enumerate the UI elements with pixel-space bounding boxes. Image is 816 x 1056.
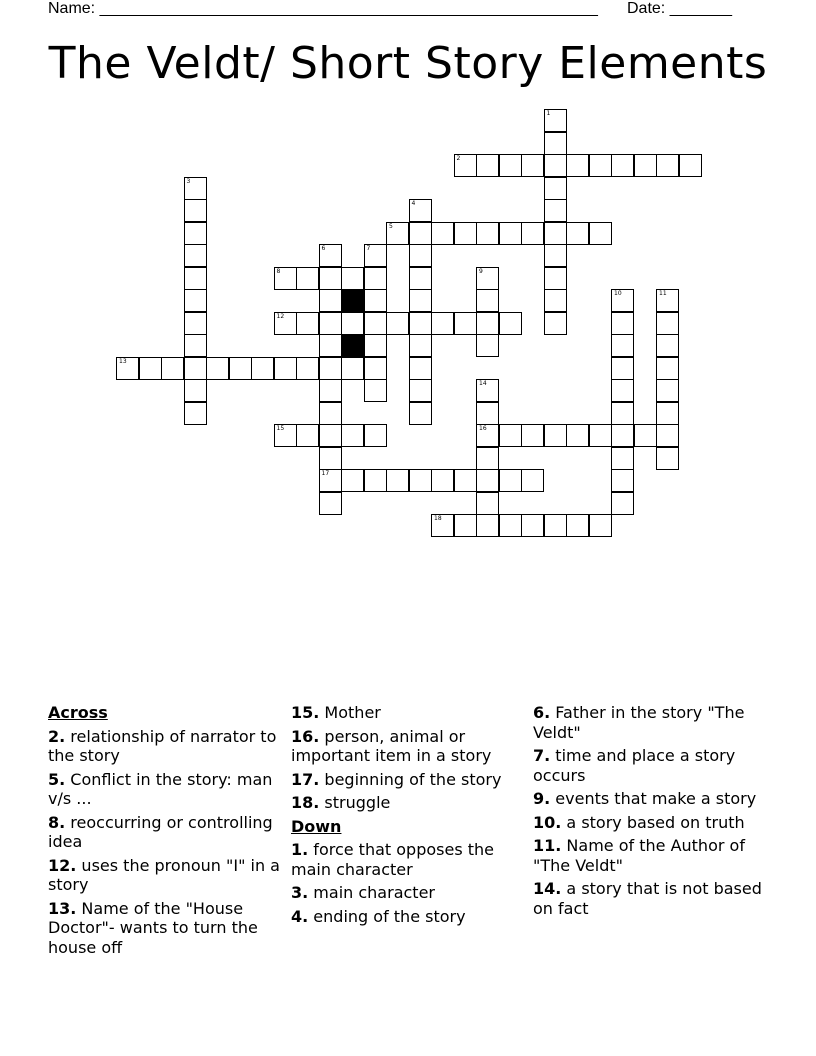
grid-cell[interactable] — [634, 424, 657, 447]
clue-number-label: 18. — [291, 793, 320, 812]
across-clue — [48, 856, 288, 895]
grid-cell[interactable] — [184, 289, 207, 312]
grid-cell[interactable] — [409, 267, 432, 290]
clue-number-label: 4. — [291, 906, 309, 926]
down-clue — [533, 789, 773, 809]
grid-cell[interactable] — [409, 312, 432, 335]
clues-column-3 — [533, 703, 773, 922]
grid-cell[interactable] — [499, 312, 522, 335]
clue-text: a story based on truth — [561, 812, 745, 832]
grid-cell[interactable] — [364, 289, 387, 312]
grid-cell[interactable] — [184, 199, 207, 222]
grid-cell[interactable] — [116, 357, 139, 380]
grid-cell[interactable] — [656, 312, 679, 335]
grid-cell[interactable] — [409, 222, 432, 245]
grid-cell[interactable] — [319, 402, 342, 425]
grid-cell[interactable] — [476, 492, 499, 515]
grid-cell[interactable] — [386, 222, 409, 245]
grid-cell[interactable] — [341, 469, 364, 492]
grid-cell[interactable] — [656, 447, 679, 470]
grid-cell[interactable] — [544, 244, 567, 267]
grid-cell[interactable] — [319, 289, 342, 312]
grid-cell[interactable] — [454, 154, 477, 177]
grid-cell[interactable] — [611, 289, 634, 312]
clue-number-label: 2. — [48, 726, 66, 746]
clue-number-label: 17. — [291, 769, 320, 789]
grid-cell[interactable] — [139, 357, 162, 380]
grid-cell[interactable] — [566, 514, 589, 537]
grid-cell[interactable] — [611, 357, 634, 380]
across-clue — [48, 770, 288, 809]
clue-number: 2 — [456, 155, 461, 162]
clue-number: 18 — [434, 515, 442, 522]
grid-cell[interactable] — [364, 267, 387, 290]
clue-number: 9 — [479, 267, 483, 275]
grid-cell[interactable] — [589, 514, 612, 537]
grid-cell[interactable] — [319, 447, 342, 470]
grid-cell[interactable] — [611, 469, 634, 492]
grid-cell[interactable] — [184, 334, 207, 357]
grid-cell[interactable] — [319, 334, 342, 357]
across-clue — [291, 793, 531, 813]
grid-cell[interactable] — [364, 334, 387, 357]
clue-text: beginning of the story — [319, 769, 502, 789]
down-clue — [533, 746, 773, 785]
clue-number-label: 15. — [291, 703, 320, 722]
grid-cell[interactable] — [454, 312, 477, 335]
grid-cell[interactable] — [409, 199, 432, 222]
grid-cell[interactable] — [476, 334, 499, 357]
grid-cell[interactable] — [274, 267, 297, 290]
clue-text: uses the pronoun "I" in a story — [48, 855, 280, 894]
across-clue — [48, 899, 288, 958]
across-clue — [291, 727, 531, 766]
grid-cell[interactable] — [476, 469, 499, 492]
clue-number-label: 8. — [48, 812, 66, 832]
grid-cell[interactable] — [544, 154, 567, 177]
grid-cell[interactable] — [544, 199, 567, 222]
grid-cell[interactable] — [296, 267, 319, 290]
grid-cell[interactable] — [656, 379, 679, 402]
grid-cell[interactable] — [364, 312, 387, 335]
grid-cell[interactable] — [409, 379, 432, 402]
grid-cell[interactable] — [274, 357, 297, 380]
clue-text: Mother — [319, 703, 381, 722]
clue-number: 10 — [614, 290, 622, 297]
grid-cell[interactable] — [611, 312, 634, 335]
date-field-label: Date: _______ — [627, 0, 732, 17]
grid-cell[interactable] — [409, 244, 432, 267]
grid-cell[interactable] — [544, 109, 567, 132]
grid-cell[interactable] — [409, 402, 432, 425]
grid-cell[interactable] — [611, 379, 634, 402]
down-clue — [291, 840, 531, 879]
grid-cell[interactable] — [341, 357, 364, 380]
grid-cell[interactable] — [566, 424, 589, 447]
clue-number-label: 1. — [291, 840, 309, 859]
grid-cell[interactable] — [476, 312, 499, 335]
grid-cell[interactable] — [386, 469, 409, 492]
grid-cell[interactable] — [611, 424, 634, 447]
grid-cell[interactable] — [431, 312, 454, 335]
down-clue — [533, 703, 773, 742]
grid-cell[interactable] — [589, 154, 612, 177]
grid-cell[interactable] — [161, 357, 184, 380]
grid-cell[interactable] — [319, 244, 342, 267]
grid-cell[interactable] — [566, 222, 589, 245]
clue-number: 13 — [119, 357, 127, 365]
grid-cell[interactable] — [364, 424, 387, 447]
grid-cell[interactable] — [656, 402, 679, 425]
grid-cell[interactable] — [656, 289, 679, 312]
clue-number-label: 13. — [48, 898, 77, 918]
grid-cell[interactable] — [431, 469, 454, 492]
clue-number-label: 3. — [291, 883, 309, 902]
grid-cell[interactable] — [229, 357, 252, 380]
clues-column-1 — [48, 703, 288, 961]
grid-cell[interactable] — [476, 154, 499, 177]
clue-text: main character — [308, 883, 435, 902]
grid-cell[interactable] — [656, 334, 679, 357]
grid-cell[interactable] — [184, 244, 207, 267]
grid-cell[interactable] — [499, 154, 522, 177]
clue-number: 1 — [546, 110, 551, 117]
grid-cell[interactable] — [319, 379, 342, 402]
grid-cell[interactable] — [319, 357, 342, 380]
grid-cell[interactable] — [566, 154, 589, 177]
grid-cell[interactable] — [611, 334, 634, 357]
across-clue-list — [48, 727, 288, 958]
clue-text: reoccurring or controlling idea — [48, 812, 273, 851]
down-clue — [533, 879, 773, 918]
grid-cell[interactable] — [476, 267, 499, 290]
grid-cell[interactable] — [611, 492, 634, 515]
grid-cell[interactable] — [611, 402, 634, 425]
grid-cell[interactable] — [544, 514, 567, 537]
grid-cell[interactable] — [364, 469, 387, 492]
grid-cell[interactable] — [656, 154, 679, 177]
grid-cell[interactable] — [521, 514, 544, 537]
across-clue — [48, 813, 288, 852]
grid-cell[interactable] — [634, 154, 657, 177]
clue-number: 7 — [366, 245, 371, 252]
clue-text: Father in the story "The Veldt" — [533, 703, 745, 742]
grid-cell[interactable] — [499, 222, 522, 245]
down-clue-list-continued — [533, 703, 773, 918]
grid-cell[interactable] — [409, 289, 432, 312]
grid-cell[interactable] — [454, 222, 477, 245]
clues-column-2 — [291, 703, 531, 930]
grid-cell[interactable] — [544, 132, 567, 155]
clue-text: Name of the Author of "The Veldt" — [533, 836, 745, 875]
grid-cell[interactable] — [521, 154, 544, 177]
clue-number: 17 — [321, 470, 330, 477]
grid-cell[interactable] — [341, 424, 364, 447]
black-square — [341, 289, 364, 312]
grid-cell[interactable] — [319, 492, 342, 515]
grid-cell[interactable] — [184, 357, 207, 380]
grid-cell[interactable] — [589, 222, 612, 245]
clue-number: 12 — [276, 312, 285, 320]
grid-cell[interactable] — [476, 402, 499, 425]
across-heading: Across — [48, 703, 108, 722]
clue-number: 14 — [479, 380, 487, 387]
grid-cell[interactable] — [274, 424, 297, 447]
black-square — [341, 334, 364, 357]
clue-text: time and place a story occurs — [533, 746, 736, 785]
grid-cell[interactable] — [184, 402, 207, 425]
clue-number-label: 14. — [533, 879, 562, 898]
clue-number: 4 — [411, 200, 416, 207]
grid-cell[interactable] — [544, 177, 567, 200]
grid-cell[interactable] — [409, 334, 432, 357]
grid-cell[interactable] — [454, 469, 477, 492]
grid-cell[interactable] — [679, 154, 702, 177]
clue-number-label: 6. — [533, 703, 551, 722]
clue-number: 16 — [479, 425, 487, 432]
grid-cell[interactable] — [319, 469, 342, 492]
clue-text: a story that is not based on fact — [533, 879, 762, 918]
page-title: The Veldt/ Short Story Elements — [48, 38, 768, 89]
grid-cell[interactable] — [296, 312, 319, 335]
down-clue — [291, 883, 531, 903]
grid-cell[interactable] — [184, 379, 207, 402]
across-clue-list-continued — [291, 703, 531, 813]
grid-cell[interactable] — [251, 357, 274, 380]
grid-cell[interactable] — [184, 312, 207, 335]
grid-cell[interactable] — [319, 424, 342, 447]
grid-cell[interactable] — [409, 357, 432, 380]
clue-text: Name of the "House Doctor"- wants to turn the house off — [48, 898, 258, 957]
clue-number: 6 — [321, 245, 326, 252]
clue-number-label: 16. — [291, 726, 320, 746]
grid-cell[interactable] — [521, 469, 544, 492]
clue-number-label: 9. — [533, 789, 551, 808]
grid-cell[interactable] — [296, 357, 319, 380]
clue-number-label: 11. — [533, 836, 562, 855]
across-clue — [48, 727, 288, 766]
grid-cell[interactable] — [409, 469, 432, 492]
grid-cell[interactable] — [184, 177, 207, 200]
clue-number: 3 — [186, 177, 191, 185]
grid-cell[interactable] — [544, 424, 567, 447]
grid-cell[interactable] — [656, 357, 679, 380]
grid-cell[interactable] — [431, 222, 454, 245]
clue-text: person, animal or important item in a story — [291, 726, 492, 765]
grid-cell[interactable] — [296, 424, 319, 447]
clue-number-label: 7. — [533, 746, 551, 765]
grid-cell[interactable] — [319, 267, 342, 290]
clue-text: force that opposes the main character — [291, 840, 495, 879]
grid-cell[interactable] — [454, 514, 477, 537]
clue-number: 5 — [389, 222, 393, 230]
grid-cell[interactable] — [476, 447, 499, 470]
clue-number: 11 — [659, 290, 667, 297]
grid-cell[interactable] — [476, 289, 499, 312]
clue-text: ending of the story — [308, 906, 466, 926]
grid-cell[interactable] — [386, 312, 409, 335]
clue-number-label: 10. — [533, 812, 562, 832]
grid-cell[interactable] — [499, 469, 522, 492]
across-clue — [291, 770, 531, 790]
down-clue — [533, 813, 773, 833]
grid-cell[interactable] — [544, 267, 567, 290]
clue-number: 8 — [276, 267, 281, 275]
grid-cell[interactable] — [341, 267, 364, 290]
grid-cell[interactable] — [319, 312, 342, 335]
grid-cell[interactable] — [476, 379, 499, 402]
down-heading: Down — [291, 816, 342, 836]
grid-cell[interactable] — [589, 424, 612, 447]
grid-cell[interactable] — [184, 222, 207, 245]
clue-number-label: 5. — [48, 769, 66, 789]
grid-cell[interactable] — [431, 514, 454, 537]
grid-cell[interactable] — [364, 379, 387, 402]
clue-text: relationship of narrator to the story — [48, 726, 277, 765]
grid-cell[interactable] — [521, 424, 544, 447]
grid-cell[interactable] — [521, 222, 544, 245]
grid-cell[interactable] — [476, 222, 499, 245]
grid-cell[interactable] — [499, 424, 522, 447]
clue-number: 15 — [276, 425, 285, 432]
grid-cell[interactable] — [656, 424, 679, 447]
down-clue — [291, 907, 531, 927]
grid-cell[interactable] — [364, 357, 387, 380]
down-clue-list — [291, 840, 531, 926]
name-field-label: Name: ________________________________________________________ — [48, 0, 598, 17]
grid-cell[interactable] — [274, 312, 297, 335]
grid-cell[interactable] — [544, 222, 567, 245]
clue-text: struggle — [319, 793, 391, 812]
clue-text: Conflict in the story: man v/s ... — [48, 769, 273, 808]
grid-cell[interactable] — [499, 514, 522, 537]
grid-cell[interactable] — [611, 154, 634, 177]
grid-cell[interactable] — [544, 312, 567, 335]
grid-cell[interactable] — [476, 514, 499, 537]
grid-cell[interactable] — [611, 447, 634, 470]
clue-text: events that make a story — [550, 789, 757, 808]
grid-cell[interactable] — [341, 312, 364, 335]
grid-cell[interactable] — [184, 267, 207, 290]
grid-cell[interactable] — [364, 244, 387, 267]
grid-cell[interactable] — [476, 424, 499, 447]
grid-cell[interactable] — [544, 289, 567, 312]
clue-number-label: 12. — [48, 855, 77, 875]
down-clue — [533, 836, 773, 875]
grid-cell[interactable] — [206, 357, 229, 380]
across-clue — [291, 703, 531, 723]
